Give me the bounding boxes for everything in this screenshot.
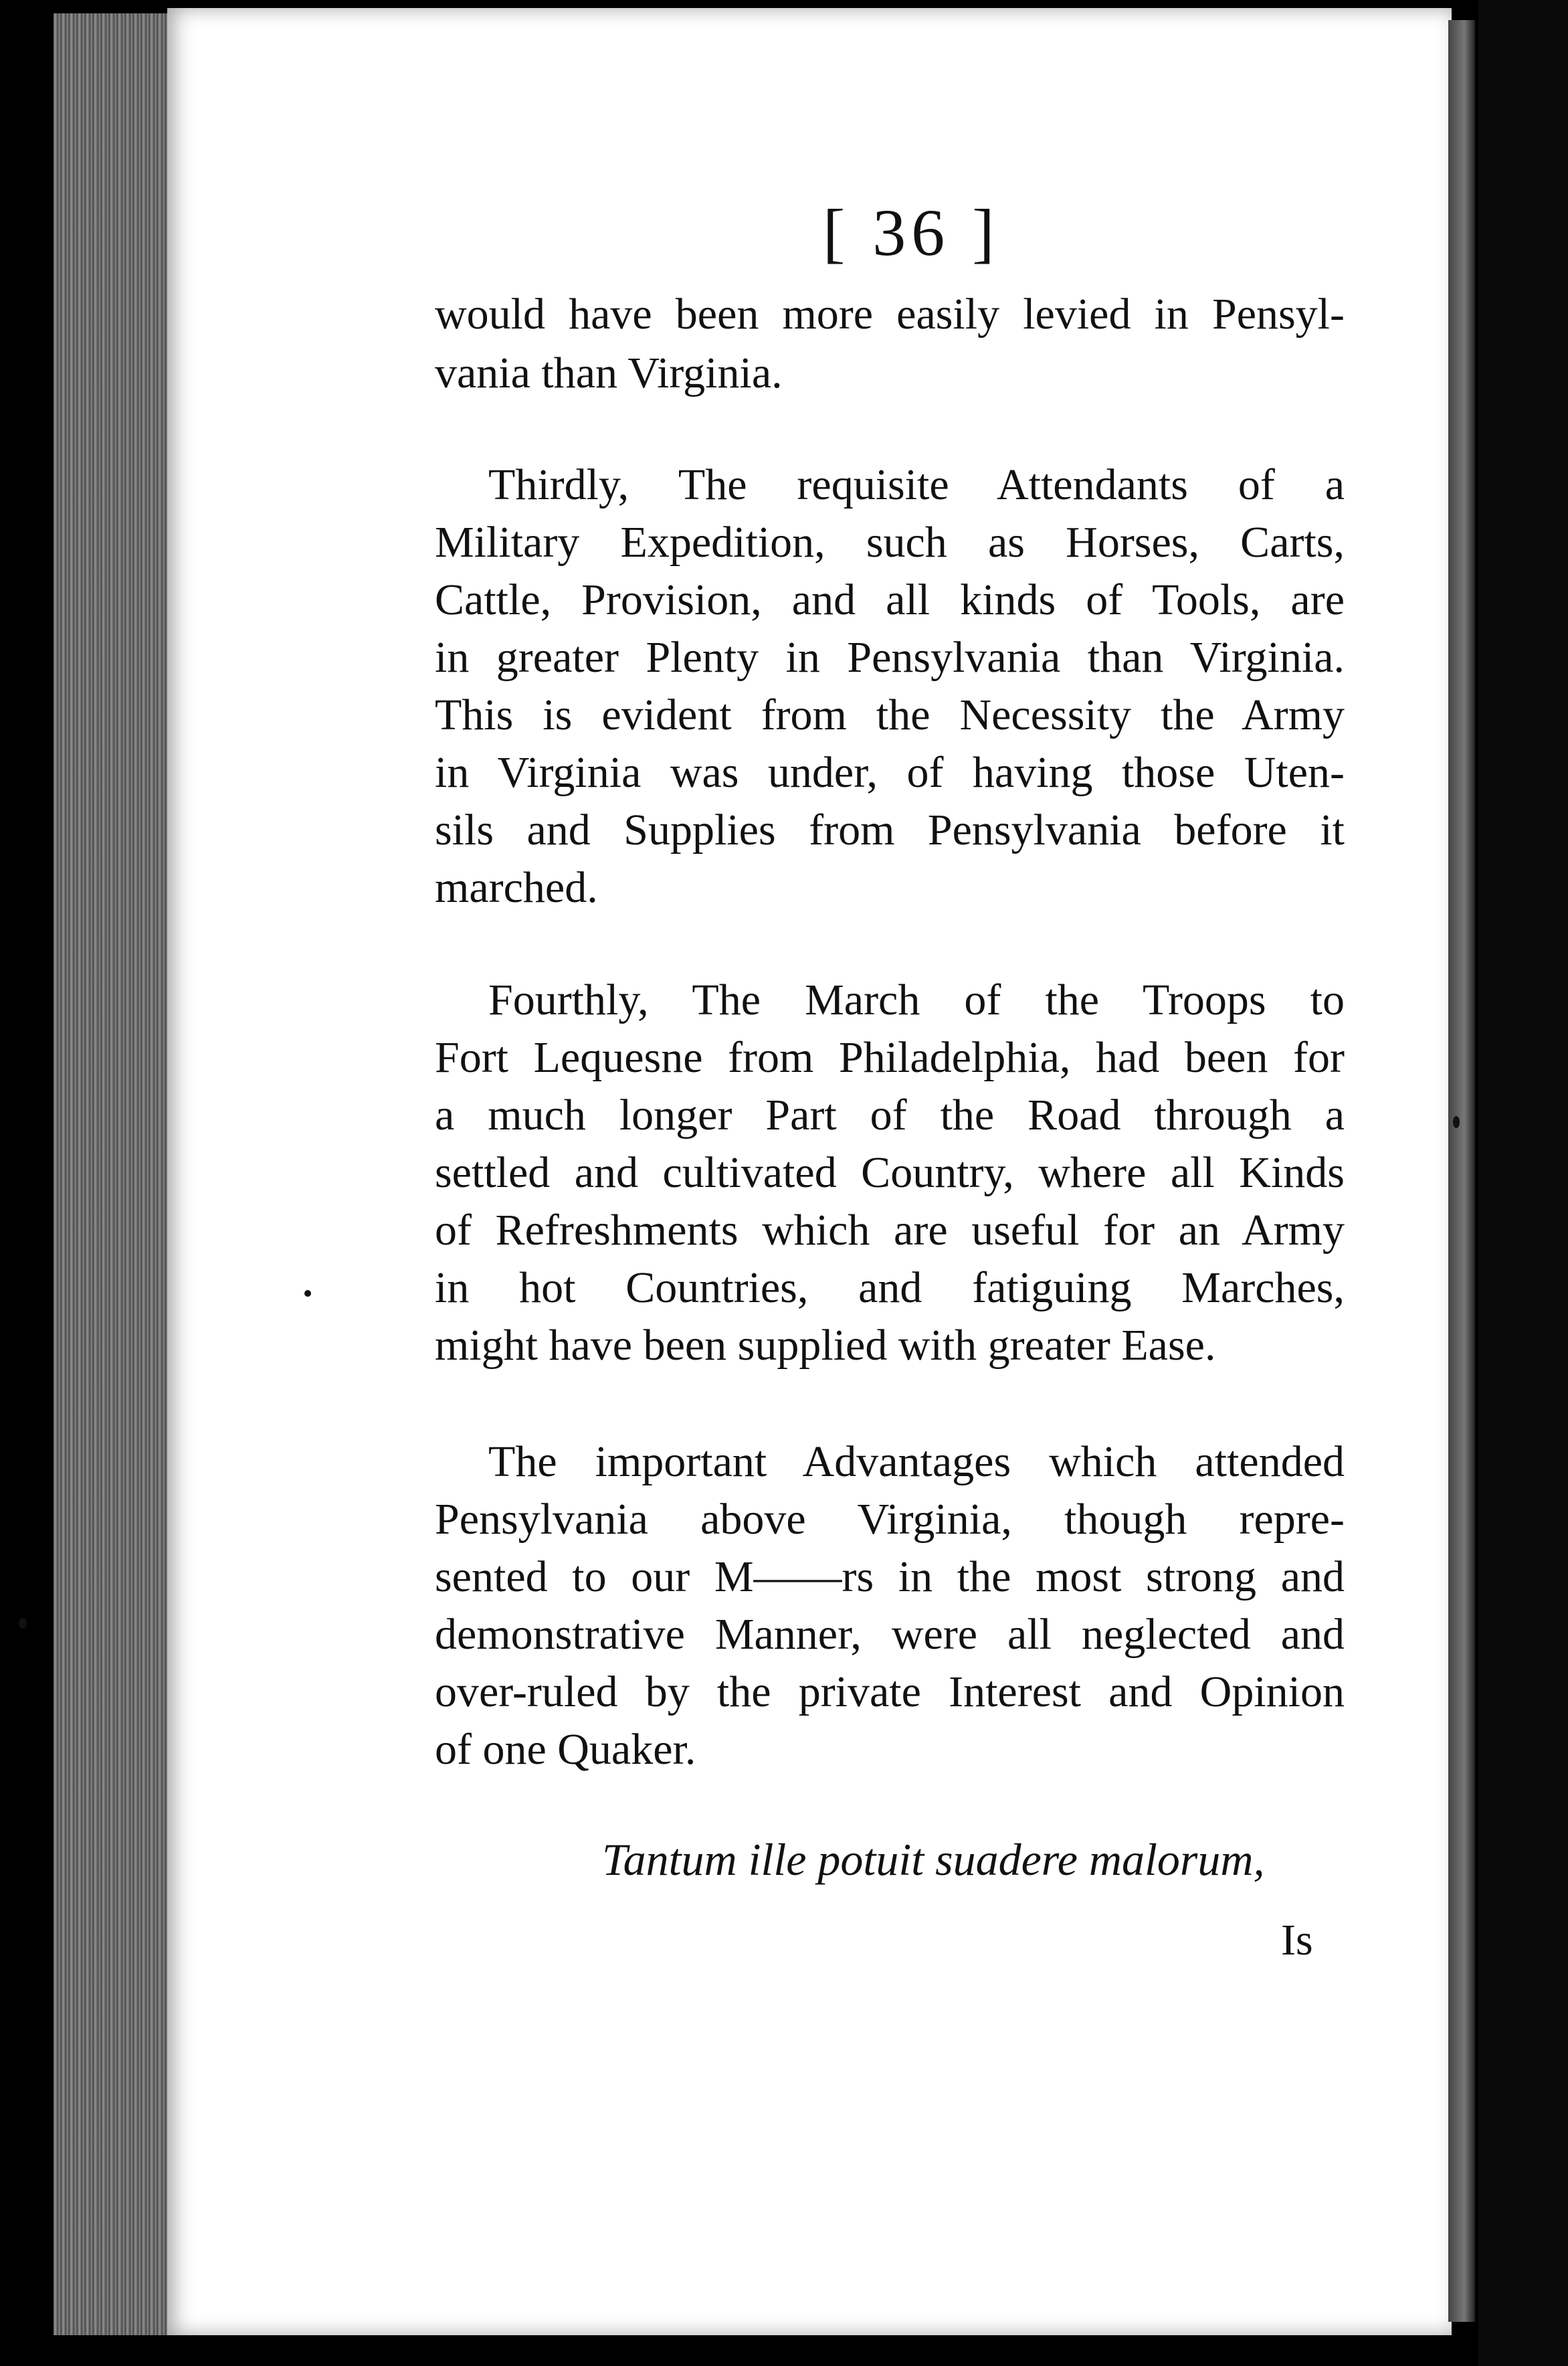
text-line: The important Advantages which attended [488,1437,1345,1486]
page-number: [ 36 ] [823,195,1000,270]
text-line: Fort Lequesne from Philadelphia, had been for [435,1033,1345,1082]
text-line: Military Expedition, such as Horses, Carts, [435,518,1345,567]
text-line: sented to our M——rs in the most strong and [435,1552,1345,1601]
text-line: sils and Supplies from Pensylvania before it [435,806,1345,854]
scan-speck [19,1618,27,1629]
text-line: over-ruled by the private Interest and Opinion [435,1667,1345,1716]
text-line: of Refreshments which are useful for an Army [435,1206,1345,1255]
text-line: in Virginia was under, of having those Uten- [435,748,1345,797]
binding-gutter [1448,20,1475,2322]
text-line: of one Quaker. [435,1725,696,1774]
text-line: vania than Virginia. [435,349,783,397]
catchword: Is [1281,1916,1313,1965]
text-line: a much longer Part of the Road through a [435,1091,1345,1140]
text-line: might have been supplied with greater Ease. [435,1321,1216,1370]
text-line: Fourthly, The March of the Troops to [488,976,1345,1024]
scan-speck [304,1290,311,1297]
scan-speck [1453,1116,1460,1128]
text-line: settled and cultivated Country, where all Kinds [435,1148,1345,1197]
text-line: Pensylvania above Virginia, though repre- [435,1495,1345,1544]
text-line: marched. [435,863,598,912]
text-line: Thirdly, The requisite Attendants of a [488,460,1345,509]
text-line: in greater Plenty in Pensylvania than Virginia. [435,633,1345,682]
text-line: demonstrative Manner, were all neglected and [435,1610,1345,1659]
facing-page [1478,0,1568,2366]
latin-quotation: Tantum ille potuit suadere malorum, [602,1834,1265,1885]
text-line: Cattle, Provision, and all kinds of Tools, are [435,575,1345,624]
text-line: would have been more easily levied in Pensyl- [435,290,1345,339]
text-line: in hot Countries, and fatiguing Marches, [435,1263,1345,1312]
text-line: This is evident from the Necessity the Army [435,691,1345,739]
